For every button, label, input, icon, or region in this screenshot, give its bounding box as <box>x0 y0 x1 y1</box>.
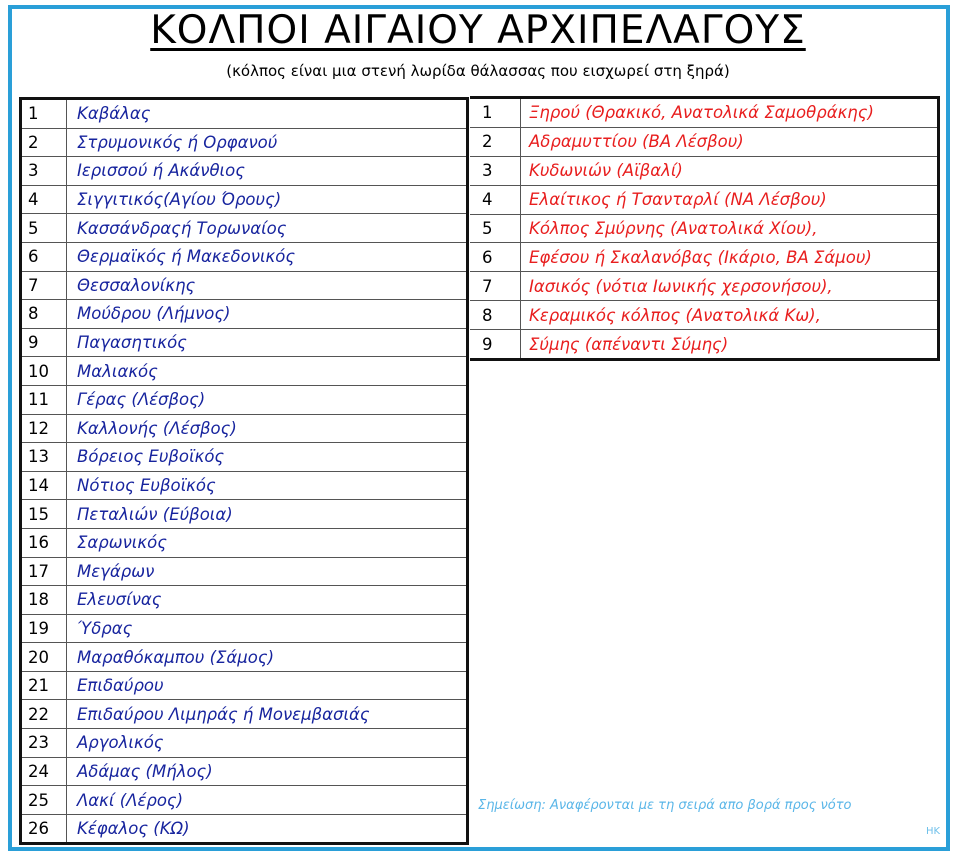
row-number: 3 <box>21 157 67 186</box>
row-number: 4 <box>470 185 521 214</box>
gulf-name: Κασσάνδραςή Τορωναίος <box>77 218 287 238</box>
row-number: 9 <box>21 328 67 357</box>
table-row <box>21 157 468 186</box>
row-number: 9 <box>470 330 521 360</box>
row-number: 17 <box>21 557 67 586</box>
row-number: 11 <box>21 385 67 414</box>
row-number: 25 <box>21 786 67 815</box>
gulf-name: Παγασητικός <box>77 333 187 353</box>
gulf-name: Θεσσαλονίκης <box>77 275 196 295</box>
gulf-name: Κυδωνιών (Αϊβαλί) <box>529 161 683 181</box>
table-row <box>21 814 468 844</box>
gulf-name: Πεταλιών (Εύβοια) <box>77 504 233 524</box>
row-number: 8 <box>470 301 521 330</box>
row-number: 21 <box>21 671 67 700</box>
table-row <box>21 700 468 729</box>
table-row <box>21 614 468 643</box>
gulf-name: Μαραθόκαμπου (Σάμος) <box>77 647 275 667</box>
table-row <box>21 185 468 214</box>
gulf-name: Στρυμονικός ή Ορφανού <box>77 132 278 152</box>
table-row <box>470 98 939 128</box>
gulf-name: Ελευσίνας <box>77 590 162 610</box>
table-row <box>21 300 468 329</box>
page-title: ΚΟΛΠΟΙ ΑΙΓΑΙΟΥ ΑΡΧΙΠΕΛΑΓΟΥΣ <box>150 8 806 53</box>
gulf-name: Μούδρου (Λήμνος) <box>77 304 231 324</box>
table-row <box>470 156 939 185</box>
ordering-note: Σημείωση: Αναφέρονται με τη σειρά απο βορά προς νότο <box>478 798 852 813</box>
table-row <box>21 214 468 243</box>
table-row <box>21 528 468 557</box>
gulf-name: Αργολικός <box>77 733 164 753</box>
row-number: 6 <box>21 242 67 271</box>
gulf-name: Κεραμικός κόλπος (Ανατολικά Κω), <box>529 305 821 325</box>
row-number: 24 <box>21 757 67 786</box>
row-number: 13 <box>21 443 67 472</box>
gulf-name: Σαρωνικός <box>77 533 167 553</box>
table-row <box>21 357 468 386</box>
gulf-name: Καλλονής (Λέσβος) <box>77 418 237 438</box>
row-number: 7 <box>21 271 67 300</box>
row-number: 12 <box>21 414 67 443</box>
table-row <box>21 757 468 786</box>
table-row <box>21 586 468 615</box>
gulf-name: Γέρας (Λέσβος) <box>77 390 206 410</box>
gulf-name: Επιδαύρου <box>77 676 164 696</box>
gulf-name: Επιδαύρου Λιμηράς ή Μονεμβασιάς <box>77 704 370 724</box>
table-row <box>21 557 468 586</box>
table-row <box>21 786 468 815</box>
table-row <box>21 471 468 500</box>
row-number: 5 <box>21 214 67 243</box>
gulf-name: Ύδρας <box>77 618 133 638</box>
gulf-name: Μαλιακός <box>77 361 158 381</box>
gulf-name: Αδάμας (Μήλος) <box>77 761 213 781</box>
gulf-name: Ελαίτικος ή Τσανταρλί (ΝΑ Λέσβου) <box>529 190 827 210</box>
gulf-name: Κόλπος Σμύρνης (Ανατολικά Χίου), <box>529 219 818 238</box>
table-row <box>21 271 468 300</box>
row-number: 1 <box>470 98 521 128</box>
table-row <box>470 243 939 272</box>
table-row <box>21 414 468 443</box>
gulf-name: Νότιος Ευβοϊκός <box>77 476 216 496</box>
gulf-name: Θερμαϊκός ή Μακεδονικός <box>77 247 296 267</box>
table-row <box>21 242 468 271</box>
gulf-name: Καβάλας <box>77 104 151 124</box>
gulf-name: Βόρειος Ευβοϊκός <box>77 447 225 467</box>
row-number: 8 <box>21 300 67 329</box>
table-row <box>470 301 939 330</box>
table-row <box>21 385 468 414</box>
gulf-name: Ιερισσού ή Ακάνθιος <box>77 161 245 181</box>
row-number: 5 <box>470 214 521 243</box>
row-number: 2 <box>21 128 67 157</box>
asia-minor-gulfs-table <box>470 96 940 361</box>
row-number: 19 <box>21 614 67 643</box>
gulf-name: Σύμης (απέναντι Σύμης) <box>529 334 729 354</box>
gulf-name: Κέφαλος (ΚΩ) <box>77 819 190 839</box>
row-number: 18 <box>21 586 67 615</box>
page-subtitle: (κόλπος είναι μια στενή λωρίδα θάλασσας που εισχωρεί στη ξηρά) <box>226 62 730 80</box>
row-number: 20 <box>21 643 67 672</box>
table-row <box>470 272 939 301</box>
row-number: 10 <box>21 357 67 386</box>
table-row <box>470 214 939 243</box>
gulf-name: Εφέσου ή Σκαλανόβας (Ικάριο, ΒΑ Σάμου) <box>529 247 872 267</box>
table-row <box>470 185 939 214</box>
gulf-name: Μεγάρων <box>77 561 155 581</box>
row-number: 14 <box>21 471 67 500</box>
table-row <box>21 128 468 157</box>
table-row <box>21 729 468 758</box>
table-row <box>21 643 468 672</box>
row-number: 4 <box>21 185 67 214</box>
row-number: 23 <box>21 729 67 758</box>
gulf-name: Λακί (Λέρος) <box>77 790 184 810</box>
gulf-name: Σιγγιτικός(Αγίου Όρους) <box>77 190 282 210</box>
row-number: 22 <box>21 700 67 729</box>
table-row <box>21 443 468 472</box>
table-row <box>21 671 468 700</box>
table-row <box>21 500 468 529</box>
table-row <box>470 330 939 360</box>
row-number: 16 <box>21 528 67 557</box>
author-signature: HK <box>926 826 941 837</box>
row-number: 15 <box>21 500 67 529</box>
gulf-name: Ιασικός (νότια Ιωνικής χερσονήσου), <box>529 276 833 296</box>
table-row <box>470 127 939 156</box>
table-row <box>21 328 468 357</box>
table-row <box>21 99 468 129</box>
row-number: 6 <box>470 243 521 272</box>
row-number: 7 <box>470 272 521 301</box>
row-number: 26 <box>21 814 67 844</box>
gulf-name: Ξηρού (Θρακικό, Ανατολικά Σαμοθράκης) <box>529 103 874 123</box>
row-number: 1 <box>21 99 67 129</box>
north-aegean-gulfs-table <box>19 97 469 845</box>
gulf-name: Αδραμυττίου (ΒΑ Λέσβου) <box>529 132 744 152</box>
row-number: 2 <box>470 127 521 156</box>
row-number: 3 <box>470 156 521 185</box>
